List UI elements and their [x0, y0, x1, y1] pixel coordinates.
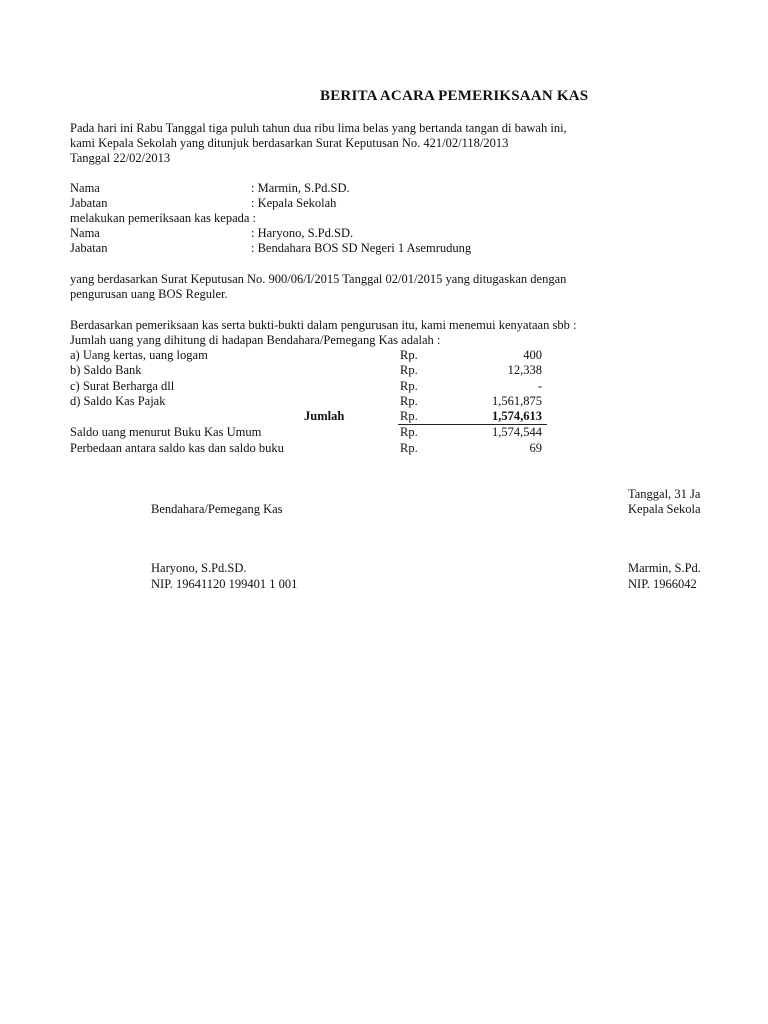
decree-line-1: yang berdasarkan Surat Keputusan No. 900/06/I/2015 Tanggal 02/01/2015 yang ditugaskan dengan: [70, 272, 567, 286]
intro-line-1: Pada hari ini Rabu Tanggal tiga puluh tahun dua ribu lima belas yang bertanda tangan di bawah ini,: [70, 121, 567, 135]
findings-line-2: Jumlah uang yang dihitung di hadapan Bendahara/Pemegang Kas adalah :: [70, 333, 441, 347]
cash-item-label: a) Uang kertas, uang logam: [70, 348, 208, 362]
left-signatory-nip: NIP. 19641120 199401 1 001: [151, 577, 298, 591]
total-label: Jumlah: [304, 409, 345, 423]
book-balance-amount: 1,574,544: [492, 425, 542, 439]
right-signatory-role: Kepala Sekola: [628, 502, 701, 516]
cash-item-amount: -: [537, 379, 542, 393]
intro-line-3: Tanggal 22/02/2013: [70, 151, 171, 165]
cash-item-currency: Rp.: [400, 379, 418, 393]
signature-date: Tanggal, 31 Ja: [628, 487, 701, 501]
left-signatory-role: Bendahara/Pemegang Kas: [151, 502, 283, 516]
examiner-name-value: : Marmin, S.Pd.SD.: [251, 181, 350, 195]
cash-item-amount: 12,338: [507, 363, 542, 377]
intro-line-2: kami Kepala Sekolah yang ditunjuk berdasarkan Surat Keputusan No. 421/02/118/2013: [70, 136, 509, 150]
difference-currency: Rp.: [400, 441, 418, 455]
treasurer-name-label: Nama: [70, 226, 100, 240]
right-signatory-name: Marmin, S.Pd.: [628, 561, 701, 575]
difference-amount: 69: [529, 441, 542, 455]
difference-label: Perbedaan antara saldo kas dan saldo buku: [70, 441, 284, 455]
cash-item-label: c) Surat Berharga dll: [70, 379, 175, 393]
right-signatory-nip: NIP. 1966042: [628, 577, 697, 591]
findings-line-1: Berdasarkan pemeriksaan kas serta bukti-bukti dalam pengurusan itu, kami menemui kenyataan sbb :: [70, 318, 577, 332]
treasurer-position-label: Jabatan: [70, 241, 108, 255]
examiner-name-label: Nama: [70, 181, 100, 195]
book-balance-label: Saldo uang menurut Buku Kas Umum: [70, 425, 262, 439]
total-currency: Rp.: [400, 409, 418, 423]
cash-item-label: b) Saldo Bank: [70, 363, 142, 377]
decree-line-2: pengurusan uang BOS Reguler.: [70, 287, 228, 301]
cash-item-currency: Rp.: [400, 348, 418, 362]
examiner-position-label: Jabatan: [70, 196, 108, 210]
document-title: BERITA ACARA PEMERIKSAAN KAS: [320, 88, 589, 104]
treasurer-position-value: : Bendahara BOS SD Negeri 1 Asemrudung: [251, 241, 472, 255]
total-amount: 1,574,613: [492, 409, 542, 423]
treasurer-name-value: : Haryono, S.Pd.SD.: [251, 226, 354, 240]
cash-item-amount: 400: [523, 348, 542, 362]
examination-transition: melakukan pemeriksaan kas kepada :: [70, 211, 257, 225]
cash-item-label: d) Saldo Kas Pajak: [70, 394, 166, 408]
cash-item-amount: 1,561,875: [492, 394, 542, 408]
examiner-position-value: : Kepala Sekolah: [251, 196, 337, 210]
cash-item-currency: Rp.: [400, 394, 418, 408]
book-balance-currency: Rp.: [400, 425, 418, 439]
left-signatory-name: Haryono, S.Pd.SD.: [151, 561, 247, 575]
cash-item-currency: Rp.: [400, 363, 418, 377]
